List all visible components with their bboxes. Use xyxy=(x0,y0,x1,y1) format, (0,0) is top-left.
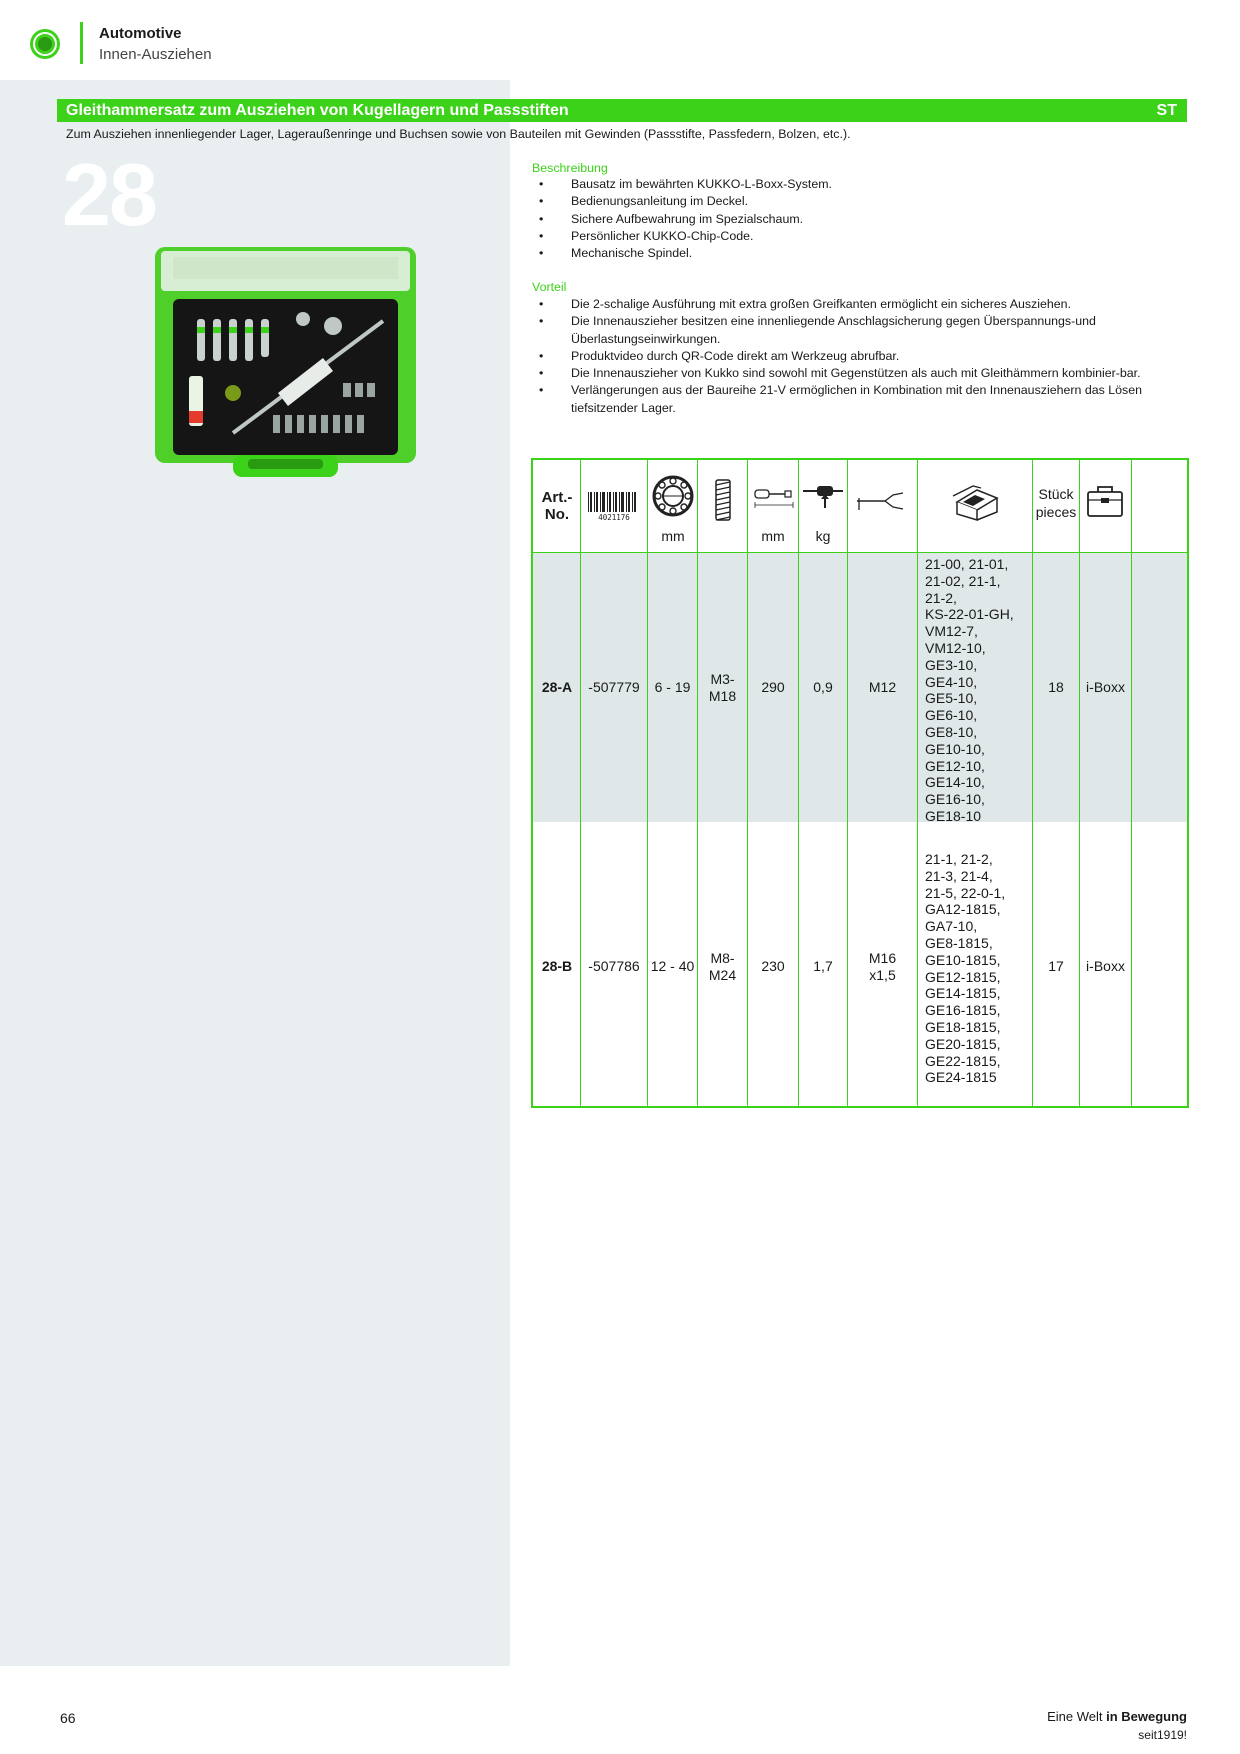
description-heading: Beschreibung xyxy=(532,161,608,175)
section-number: 28 xyxy=(62,145,156,244)
header-pieces-en: pieces xyxy=(1035,504,1077,520)
table-column-divider xyxy=(697,460,698,1106)
description-item: • Bausatz im bewährten KUKKO-L-Boxx-System. xyxy=(534,176,1174,193)
piece-count: 17 xyxy=(1048,958,1064,974)
case-icon xyxy=(1085,484,1125,518)
art-number: 28-B xyxy=(541,958,573,974)
advantage-item: • Die Innenauszieher von Kukko sind sowohl mit Gegenstützen als auch mit Gleithämmern kombinier-bar. xyxy=(534,365,1174,382)
description-item: • Mechanische Spindel. xyxy=(534,245,1174,262)
piece-count: 18 xyxy=(1048,679,1064,695)
advantage-item: • Die 2-schalige Ausführung mit extra großen Greifkanten ermöglicht ein sicheres Ausziehen. xyxy=(534,296,1174,313)
set-contents: 21-1, 21-2, 21-3, 21-4, 21-5, 22-0-1, GA12-1815, GA7-10, GE8-1815, GE10-1815, GE12-1815, GE14-1815, GE16-1815, GE18-1815, GE20-1815, GE22-1815, GE24-1815 xyxy=(925,851,1006,1086)
tool-length: 290 xyxy=(761,679,785,695)
header-no-label: No. xyxy=(544,506,570,523)
description-item: • Bedienungsanleitung im Deckel. xyxy=(534,193,1174,210)
spindle-icon xyxy=(855,490,909,512)
spindle-size: M16 x1,5 xyxy=(868,950,897,983)
set-contents: 21-00, 21-01, 21-02, 21-1, 21-2, KS-22-01-GH, VM12-7, VM12-10, GE3-10, GE4-10, GE5-10, GE6-10, GE8-10, GE10-10, GE12-10, GE14-10, GE16-10, GE18-10 xyxy=(925,556,1014,824)
case-type: i-Boxx xyxy=(1086,679,1125,695)
unit-weight: kg xyxy=(815,528,831,544)
table-column-divider xyxy=(1079,460,1080,1106)
description-item: • Sichere Aufbewahrung im Spezialschaum. xyxy=(534,211,1174,228)
description-list xyxy=(534,176,1174,262)
spindle-size: M12 xyxy=(868,679,897,695)
advantage-item: • Produktvideo durch QR-Code direkt am Werkzeug abrufbar. xyxy=(534,348,1174,365)
advantage-item: • Verlängerungen aus der Baureihe 21-V ermöglichen in Kombination mit den Innenausziehern das Lösen tiefsitzender Lager. xyxy=(534,382,1174,417)
advantages-heading: Vorteil xyxy=(532,280,567,294)
diameter-range: 12 - 40 xyxy=(650,958,695,974)
ball-bearing-icon xyxy=(651,474,695,518)
advantages-list xyxy=(534,296,1174,417)
header-divider xyxy=(80,22,83,64)
tool-weight: 0,9 xyxy=(813,679,833,695)
table-column-divider xyxy=(847,460,848,1106)
set-contents-icon xyxy=(951,484,1001,522)
description-item: • Persönlicher KUKKO-Chip-Code. xyxy=(534,228,1174,245)
footer-tagline: Eine Welt in Bewegung xyxy=(1047,1709,1187,1724)
ean-code: -507786 xyxy=(588,958,640,974)
table-column-divider xyxy=(798,460,799,1106)
table-column-divider xyxy=(1032,460,1033,1106)
product-title: Gleithammersatz zum Ausziehen von Kugellagern und Passstiften xyxy=(66,102,569,119)
table-column-divider xyxy=(747,460,748,1106)
table-column-divider xyxy=(647,460,648,1106)
table-column-divider xyxy=(580,460,581,1106)
header-subcategory: Innen-Ausziehen xyxy=(99,46,212,63)
intro-text: Zum Ausziehen innenliegender Lager, Lageraußenringe und Buchsen sowie von Bauteilen mit Gewinden (Passstifte, Passfedern, Bolzen, etc.). xyxy=(66,127,851,141)
case-type: i-Boxx xyxy=(1086,958,1125,974)
title-bar xyxy=(57,99,1187,122)
header-pieces-de: Stück xyxy=(1038,486,1074,502)
thread-range: M8- M24 xyxy=(708,950,737,983)
diameter-range: 6 - 19 xyxy=(654,679,691,695)
unit-length: mm xyxy=(761,528,785,544)
barcode-icon xyxy=(585,490,643,522)
barcode-digits: 4021176 xyxy=(598,513,630,522)
unit-diameter: mm xyxy=(661,528,685,544)
tool-length: 230 xyxy=(761,958,785,974)
tool-weight: 1,7 xyxy=(813,958,833,974)
table-header-divider xyxy=(533,552,1187,553)
tool-length-icon xyxy=(753,486,795,510)
kukko-logo xyxy=(29,28,61,60)
weight-tool-icon xyxy=(801,484,845,512)
thread-icon xyxy=(713,478,733,522)
thread-range: M3- M18 xyxy=(708,671,737,704)
art-number: 28-A xyxy=(541,679,573,695)
product-photo xyxy=(153,243,418,479)
advantage-item: • Die Innenauszieher besitzen eine innenliegende Anschlagsicherung gegen Überspannungs-und Überlastungseinwirkungen. xyxy=(534,313,1174,348)
ean-code: -507779 xyxy=(588,679,640,695)
header-art-label: Art.- xyxy=(541,489,573,506)
header-category: Automotive xyxy=(99,25,182,42)
product-table xyxy=(531,458,1189,1108)
product-code: ST xyxy=(1156,102,1177,119)
table-column-divider xyxy=(917,460,918,1106)
table-column-divider xyxy=(1131,460,1132,1106)
page-number: 66 xyxy=(60,1710,76,1726)
footer-since: seit1919! xyxy=(1138,1728,1187,1742)
